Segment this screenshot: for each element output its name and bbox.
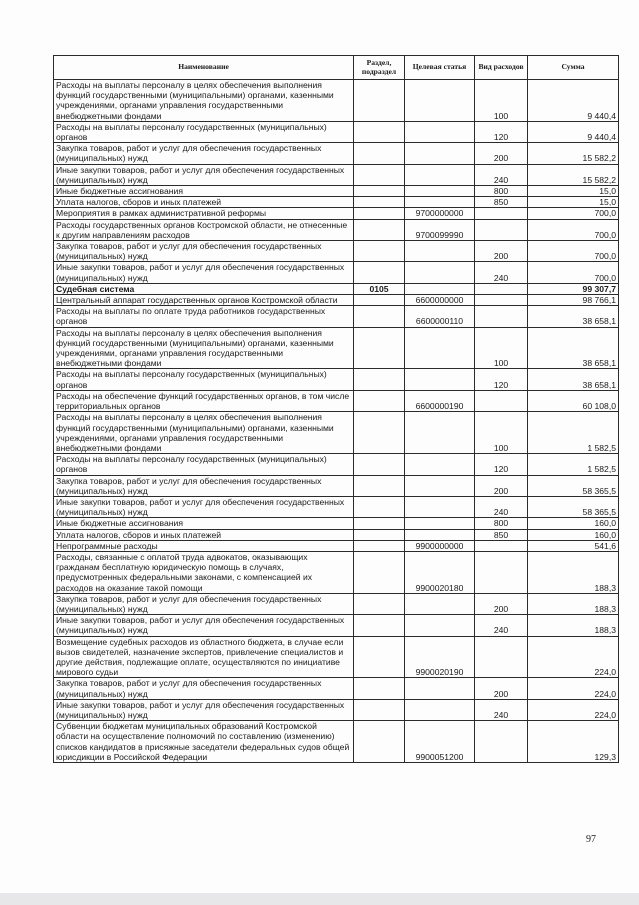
row-name-cell: Иные закупки товаров, работ и услуг для обеспечения государственных (муниципальных) нужд <box>54 615 354 636</box>
row-sum-cell: 224,0 <box>528 678 619 699</box>
row-target-cell: 9900051200 <box>405 721 475 763</box>
row-expense-type-cell <box>475 390 528 411</box>
row-sum-cell: 188,3 <box>528 551 619 593</box>
row-name-cell: Иные закупки товаров, работ и услуг для обеспечения государственных (муниципальных) нужд <box>54 496 354 517</box>
table-row <box>54 529 619 540</box>
budget-table <box>53 55 619 763</box>
row-section-cell <box>354 121 405 142</box>
row-section-cell <box>354 306 405 327</box>
row-expense-type-cell: 240 <box>475 262 528 283</box>
row-target-cell <box>405 475 475 496</box>
row-target-cell <box>405 369 475 390</box>
row-sum-cell: 224,0 <box>528 699 619 720</box>
table-row <box>54 721 619 763</box>
row-sum-cell: 129,3 <box>528 721 619 763</box>
row-target-cell <box>405 699 475 720</box>
row-expense-type-cell: 240 <box>475 496 528 517</box>
row-expense-type-cell <box>475 208 528 219</box>
row-target-cell: 9700099990 <box>405 219 475 240</box>
row-target-cell <box>405 80 475 122</box>
row-section-cell <box>354 143 405 164</box>
row-sum-cell: 58 365,5 <box>528 475 619 496</box>
row-name-cell: Закупка товаров, работ и услуг для обеспечения государственных (муниципальных) нужд <box>54 678 354 699</box>
row-section-cell <box>354 475 405 496</box>
table-row <box>54 593 619 614</box>
row-expense-type-cell: 850 <box>475 197 528 208</box>
row-name-cell: Субвенции бюджетам муниципальных образований Костромской области на осуществление полномочий по составлению (изменению) списков кандидатов в присяжные заседатели федеральных судов общей юрисдикции в Российской Федерации <box>54 721 354 763</box>
header-sum: Сумма <box>528 56 619 80</box>
row-expense-type-cell: 100 <box>475 80 528 122</box>
table-row <box>54 369 619 390</box>
row-sum-cell: 188,3 <box>528 615 619 636</box>
row-section-cell <box>354 241 405 262</box>
row-target-cell <box>405 327 475 369</box>
table-row <box>54 283 619 294</box>
row-sum-cell: 38 658,1 <box>528 327 619 369</box>
table-row <box>54 327 619 369</box>
header-target: Целевая статья <box>405 56 475 80</box>
row-target-cell: 9900020180 <box>405 551 475 593</box>
row-section-cell <box>354 412 405 454</box>
row-target-cell <box>405 283 475 294</box>
table-row <box>54 295 619 306</box>
row-expense-type-cell: 120 <box>475 369 528 390</box>
row-sum-cell: 38 658,1 <box>528 306 619 327</box>
row-expense-type-cell: 120 <box>475 454 528 475</box>
row-section-cell <box>354 636 405 678</box>
row-section-cell: 0105 <box>354 283 405 294</box>
row-sum-cell: 700,0 <box>528 208 619 219</box>
row-sum-cell: 700,0 <box>528 219 619 240</box>
row-target-cell: 9900020190 <box>405 636 475 678</box>
row-section-cell <box>354 390 405 411</box>
row-target-cell <box>405 412 475 454</box>
table-row <box>54 678 619 699</box>
row-name-cell: Закупка товаров, работ и услуг для обеспечения государственных (муниципальных) нужд <box>54 475 354 496</box>
table-row <box>54 518 619 529</box>
row-name-cell: Расходы на выплаты персоналу в целях обеспечения выполнения функций государственными (муниципальными) органами, казенными учреждениями, органами управления государственными внебюджетными фондами <box>54 412 354 454</box>
table-row <box>54 80 619 122</box>
row-section-cell <box>354 518 405 529</box>
table-row <box>54 121 619 142</box>
row-name-cell: Иные закупки товаров, работ и услуг для обеспечения государственных (муниципальных) нужд <box>54 262 354 283</box>
row-target-cell <box>405 197 475 208</box>
row-expense-type-cell <box>475 636 528 678</box>
row-name-cell: Расходы на выплаты персоналу государственных (муниципальных) органов <box>54 369 354 390</box>
row-name-cell: Иные закупки товаров, работ и услуг для обеспечения государственных (муниципальных) нужд <box>54 164 354 185</box>
row-sum-cell: 160,0 <box>528 518 619 529</box>
row-target-cell: 6600000000 <box>405 295 475 306</box>
row-target-cell: 9900000000 <box>405 540 475 551</box>
table-row <box>54 262 619 283</box>
row-section-cell <box>354 529 405 540</box>
row-name-cell: Закупка товаров, работ и услуг для обеспечения государственных (муниципальных) нужд <box>54 593 354 614</box>
row-target-cell <box>405 496 475 517</box>
row-section-cell <box>354 295 405 306</box>
row-name-cell: Расходы на выплаты по оплате труда работников государственных органов <box>54 306 354 327</box>
row-expense-type-cell <box>475 721 528 763</box>
row-section-cell <box>354 80 405 122</box>
row-target-cell <box>405 241 475 262</box>
row-name-cell: Закупка товаров, работ и услуг для обеспечения государственных (муниципальных) нужд <box>54 143 354 164</box>
row-target-cell <box>405 678 475 699</box>
row-name-cell: Закупка товаров, работ и услуг для обеспечения государственных (муниципальных) нужд <box>54 241 354 262</box>
scan-bottom-edge <box>0 893 639 905</box>
page-number: 97 <box>586 834 596 845</box>
table-row <box>54 390 619 411</box>
row-name-cell: Расходы, связанные с оплатой труда адвокатов, оказывающих гражданам бесплатную юридическую помощь в случаях, предусмотренных федеральными законами, с компенсацией их расходов на оказание такой помощи <box>54 551 354 593</box>
row-sum-cell: 1 582,5 <box>528 454 619 475</box>
row-name-cell: Расходы на обеспечение функций государственных органов, в том числе территориальных органов <box>54 390 354 411</box>
row-target-cell <box>405 529 475 540</box>
table-row <box>54 475 619 496</box>
row-name-cell: Расходы государственных органов Костромской области, не отнесенные к другим направлениям расходов <box>54 219 354 240</box>
table-row <box>54 143 619 164</box>
row-expense-type-cell: 850 <box>475 529 528 540</box>
row-section-cell <box>354 721 405 763</box>
table-row <box>54 412 619 454</box>
row-sum-cell: 188,3 <box>528 593 619 614</box>
row-expense-type-cell: 200 <box>475 241 528 262</box>
row-target-cell: 6600000190 <box>405 390 475 411</box>
row-sum-cell: 541,6 <box>528 540 619 551</box>
row-name-cell: Иные закупки товаров, работ и услуг для обеспечения государственных (муниципальных) нужд <box>54 699 354 720</box>
row-expense-type-cell: 100 <box>475 412 528 454</box>
row-name-cell: Непрограммные расходы <box>54 540 354 551</box>
row-name-cell: Центральный аппарат государственных органов Костромской области <box>54 295 354 306</box>
row-section-cell <box>354 219 405 240</box>
row-target-cell <box>405 164 475 185</box>
row-sum-cell: 700,0 <box>528 262 619 283</box>
row-sum-cell: 38 658,1 <box>528 369 619 390</box>
row-section-cell <box>354 540 405 551</box>
row-sum-cell: 9 440,4 <box>528 121 619 142</box>
row-sum-cell: 58 365,5 <box>528 496 619 517</box>
table-row <box>54 306 619 327</box>
row-sum-cell: 224,0 <box>528 636 619 678</box>
row-name-cell: Иные бюджетные ассигнования <box>54 518 354 529</box>
row-sum-cell: 15,0 <box>528 186 619 197</box>
row-target-cell <box>405 121 475 142</box>
row-expense-type-cell: 200 <box>475 143 528 164</box>
row-expense-type-cell: 200 <box>475 593 528 614</box>
row-expense-type-cell <box>475 295 528 306</box>
table-row <box>54 636 619 678</box>
table-row <box>54 454 619 475</box>
row-name-cell: Расходы на выплаты персоналу государственных (муниципальных) органов <box>54 454 354 475</box>
row-target-cell <box>405 615 475 636</box>
row-expense-type-cell <box>475 306 528 327</box>
row-sum-cell: 15 582,2 <box>528 164 619 185</box>
row-sum-cell: 160,0 <box>528 529 619 540</box>
row-sum-cell: 700,0 <box>528 241 619 262</box>
row-target-cell <box>405 186 475 197</box>
row-expense-type-cell: 800 <box>475 518 528 529</box>
row-sum-cell: 15,0 <box>528 197 619 208</box>
table-row <box>54 186 619 197</box>
table-row <box>54 208 619 219</box>
table-row <box>54 699 619 720</box>
row-section-cell <box>354 454 405 475</box>
row-sum-cell: 15 582,2 <box>528 143 619 164</box>
row-section-cell <box>354 551 405 593</box>
row-expense-type-cell: 120 <box>475 121 528 142</box>
row-expense-type-cell: 100 <box>475 327 528 369</box>
table-row <box>54 164 619 185</box>
row-section-cell <box>354 186 405 197</box>
table-row <box>54 540 619 551</box>
row-expense-type-cell: 240 <box>475 699 528 720</box>
table-row <box>54 241 619 262</box>
row-section-cell <box>354 262 405 283</box>
row-expense-type-cell <box>475 540 528 551</box>
row-section-cell <box>354 327 405 369</box>
row-target-cell <box>405 593 475 614</box>
header-expense-type: Вид расходов <box>475 56 528 80</box>
row-name-cell: Судебная система <box>54 283 354 294</box>
row-sum-cell: 60 108,0 <box>528 390 619 411</box>
table-row <box>54 615 619 636</box>
row-name-cell: Возмещение судебных расходов из областного бюджета, в случае если вызов свидетелей, назначение экспертов, привлечение специалистов и другие действия, подлежащие оплате, осуществляются по инициативе мирового судьи <box>54 636 354 678</box>
row-name-cell: Мероприятия в рамках административной реформы <box>54 208 354 219</box>
row-section-cell <box>354 496 405 517</box>
table-row <box>54 551 619 593</box>
row-section-cell <box>354 678 405 699</box>
row-target-cell: 6600000110 <box>405 306 475 327</box>
row-section-cell <box>354 369 405 390</box>
row-name-cell: Иные бюджетные ассигнования <box>54 186 354 197</box>
row-name-cell: Уплата налогов, сборов и иных платежей <box>54 529 354 540</box>
row-sum-cell: 1 582,5 <box>528 412 619 454</box>
row-target-cell <box>405 454 475 475</box>
row-section-cell <box>354 615 405 636</box>
row-name-cell: Уплата налогов, сборов и иных платежей <box>54 197 354 208</box>
row-target-cell <box>405 518 475 529</box>
row-section-cell <box>354 699 405 720</box>
table-row <box>54 197 619 208</box>
table-row <box>54 496 619 517</box>
row-section-cell <box>354 164 405 185</box>
row-section-cell <box>354 197 405 208</box>
row-section-cell <box>354 593 405 614</box>
row-expense-type-cell <box>475 283 528 294</box>
row-expense-type-cell: 240 <box>475 164 528 185</box>
row-section-cell <box>354 208 405 219</box>
table-header-row <box>54 56 619 80</box>
row-target-cell <box>405 143 475 164</box>
row-expense-type-cell: 800 <box>475 186 528 197</box>
row-sum-cell: 9 440,4 <box>528 80 619 122</box>
row-target-cell: 9700000000 <box>405 208 475 219</box>
row-expense-type-cell <box>475 219 528 240</box>
row-expense-type-cell: 200 <box>475 475 528 496</box>
row-sum-cell: 99 307,7 <box>528 283 619 294</box>
row-expense-type-cell: 240 <box>475 615 528 636</box>
row-target-cell <box>405 262 475 283</box>
header-name: Наименование <box>54 56 354 80</box>
row-name-cell: Расходы на выплаты персоналу государственных (муниципальных) органов <box>54 121 354 142</box>
row-expense-type-cell <box>475 551 528 593</box>
table-row <box>54 219 619 240</box>
row-name-cell: Расходы на выплаты персоналу в целях обеспечения выполнения функций государственными (муниципальными) органами, казенными учреждениями, органами управления государственными внебюджетными фондами <box>54 327 354 369</box>
row-name-cell: Расходы на выплаты персоналу в целях обеспечения выполнения функций государственными (муниципальными) органами, казенными учреждениями, органами управления государственными внебюджетными фондами <box>54 80 354 122</box>
header-section: Раздел, подраздел <box>354 56 405 80</box>
row-expense-type-cell: 200 <box>475 678 528 699</box>
row-sum-cell: 98 766,1 <box>528 295 619 306</box>
